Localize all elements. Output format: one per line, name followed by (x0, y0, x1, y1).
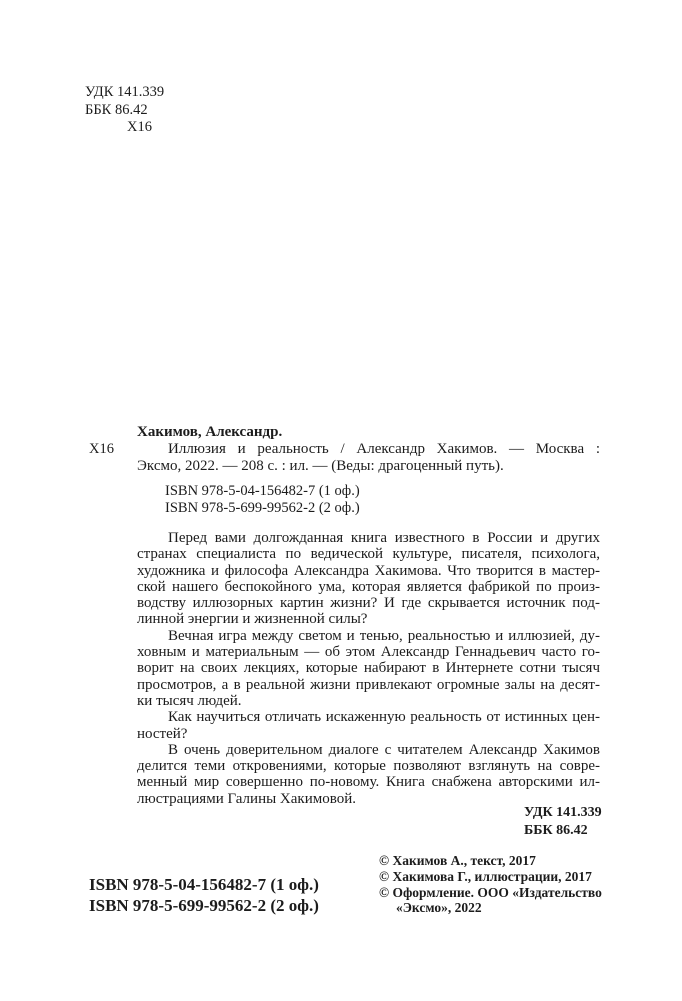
udk-number-bottom: УДК 141.339 (524, 805, 602, 820)
annotation-line: ки тысяч людей. (137, 692, 242, 709)
annotation-line: ворит на своих лекциях, которые набирают в Интернете сотни тысяч (137, 660, 600, 677)
annotation (137, 530, 600, 807)
annotation-line: ностей? (137, 725, 188, 742)
isbn-line: ISBN 978-5-04-156482-7 (1 оф.) (165, 483, 360, 499)
annotation-paragraph (137, 709, 600, 742)
copyright-line: © Оформление. ООО «Издательство (379, 884, 602, 900)
annotation-line: линной энергии и жизненной силы? (137, 611, 368, 628)
annotation-line: Вечная игра между светом и тенью, реальностью и иллюзией, ду- (168, 627, 600, 644)
annotation-paragraph (137, 628, 600, 709)
copyright-line: «Эксмо», 2022 (396, 900, 482, 916)
annotation-line: Перед вами долгожданная книга известного в России и других (168, 530, 600, 546)
annotation-line: Как научиться отличать искаженную реальность от истинных цен- (168, 709, 600, 726)
annotation-line: В очень доверительном диалоге с читателем Александр Хакимов (168, 741, 600, 758)
author-code: Х16 (127, 119, 152, 135)
catalog-entry-line: Эксмо, 2022. — 208 с. : ил. — (Веды: драгоценный путь). (137, 458, 504, 474)
author-heading: Хакимов, Александр. (137, 424, 283, 440)
annotation-line: просмотров, а в реальной жизни привлекают огромные залы на десят- (137, 676, 600, 693)
catalog-entry (137, 424, 600, 475)
copyright-line: © Хакимова Г., иллюстрации, 2017 (379, 868, 592, 884)
annotation-line: ховным и материальным — об этом Александр Геннадьевич часто го- (137, 644, 600, 661)
annotation-line: ской нашего беспокойного ума, которая является фабрикой по произ- (137, 578, 600, 595)
annotation-line: люстрациями Галины Хакимовой. (137, 790, 356, 807)
isbn-line: ISBN 978-5-04-156482-7 (1 оф.) (89, 875, 319, 894)
annotation-line: художника и философа Александра Хакимова. Что творится в мастер- (137, 562, 600, 579)
copyright-line: © Хакимов А., текст, 2017 (379, 853, 536, 868)
top-codes-block (85, 84, 164, 137)
annotation-paragraph (137, 530, 600, 628)
margin-author-code: Х16 (89, 441, 114, 457)
catalog-entry-line: Иллюзия и реальность / Александр Хакимов. — Москва : (168, 441, 600, 457)
annotation-line: странах специалиста по ведической культуре, писателя, психолога, (137, 546, 600, 563)
bbk-number: ББК 86.42 (85, 101, 148, 118)
copyright-block (379, 853, 602, 916)
isbn-list (165, 483, 360, 517)
isbn-line: ISBN 978-5-699-99562-2 (2 оф.) (89, 896, 319, 915)
isbn-line: ISBN 978-5-699-99562-2 (2 оф.) (165, 500, 360, 516)
udk-number: УДК 141.339 (85, 84, 165, 100)
annotation-paragraph (137, 742, 600, 807)
bottom-codes-block (524, 804, 602, 839)
isbn-bottom-block (89, 874, 319, 916)
bbk-number-bottom: ББК 86.42 (524, 822, 588, 838)
annotation-line: водству иллюзорных картин жизни? И где скрывается источник под- (137, 595, 600, 612)
annotation-line: делится теми откровениями, которые позволяют взглянуть на совре- (137, 758, 600, 775)
annotation-line: менный мир совершенно по-новому. Книга снабжена авторскими ил- (137, 774, 600, 791)
